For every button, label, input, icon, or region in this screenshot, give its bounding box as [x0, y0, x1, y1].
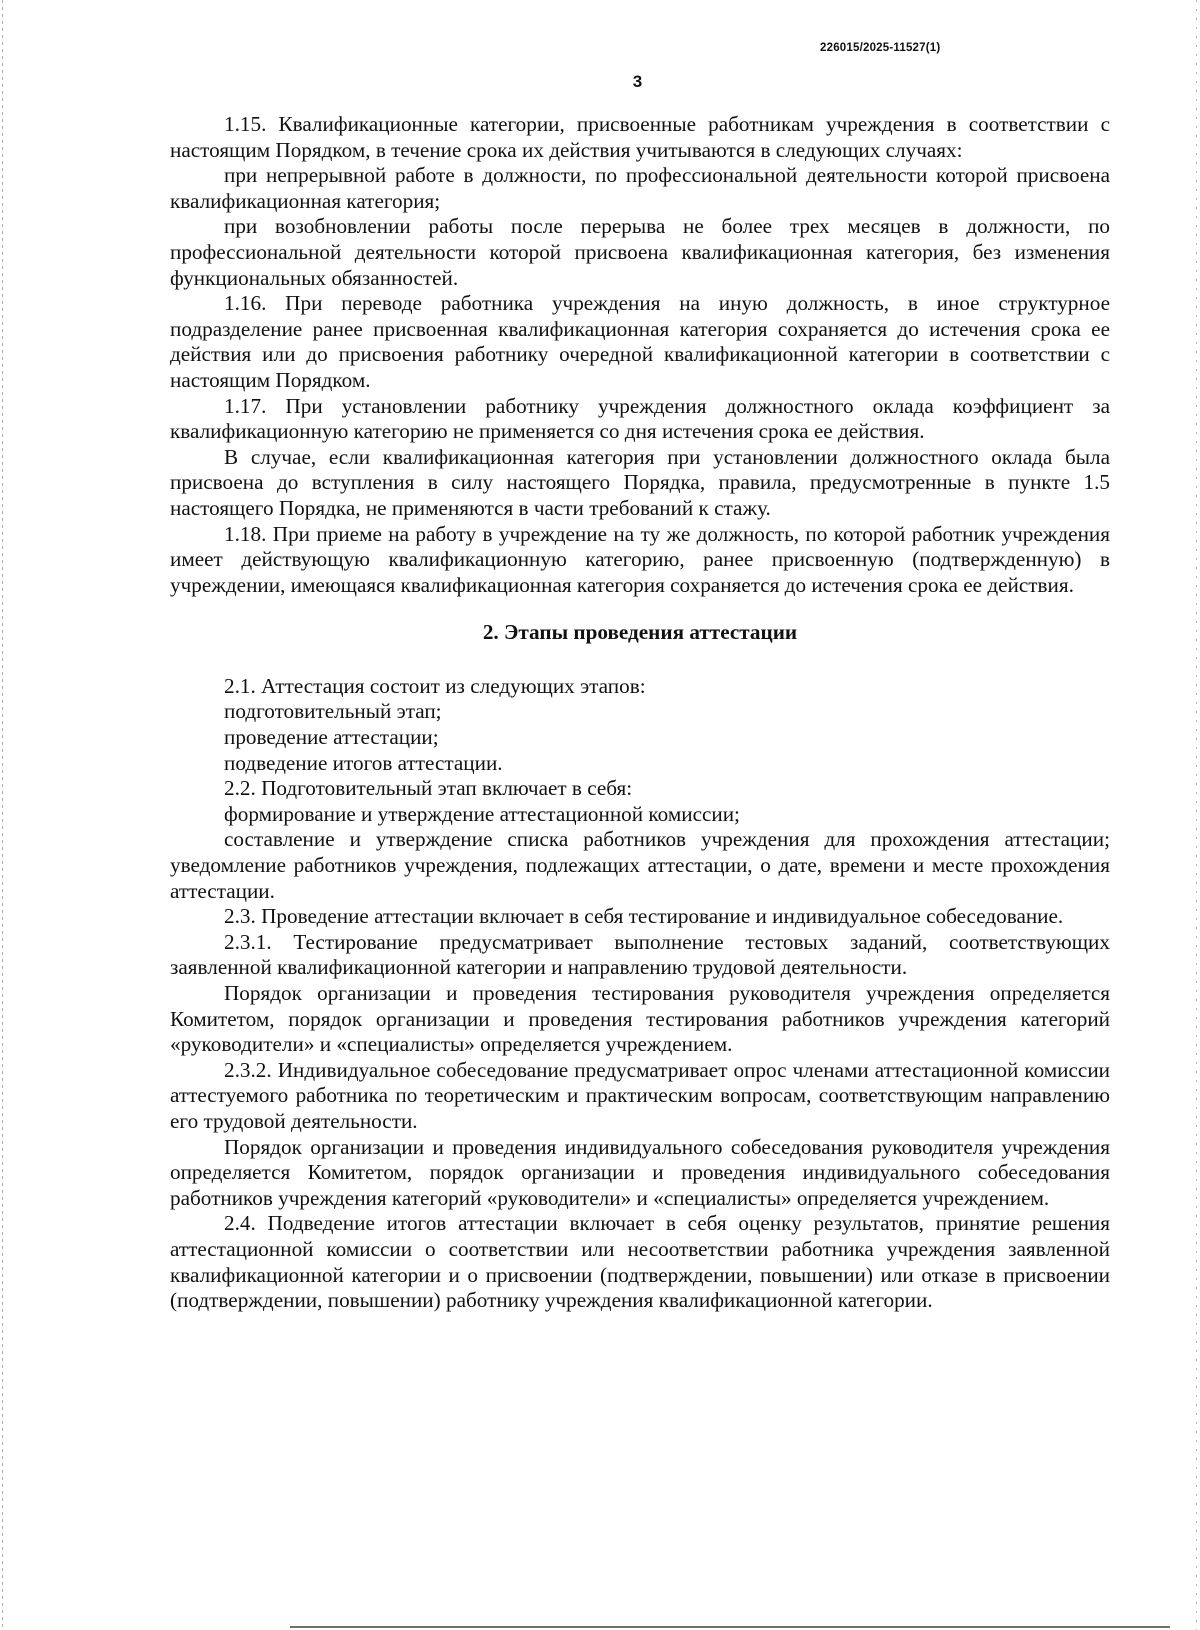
paragraph-2-1: 2.1. Аттестация состоит из следующих этапов: [224, 673, 646, 698]
list-item-prep-2: составление и утверждение списка работников учреждения для прохождения аттестации; уведомление работников учреждения, подлежащих аттестации, о дате, времени и месте прохождения аттестации. [170, 827, 1110, 903]
scan-edge-left [2, 0, 3, 1630]
page-number: 3 [632, 72, 643, 91]
paragraph-2-3: 2.3. Проведение аттестации включает в себя тестирование и индивидуальное собеседование. [224, 904, 1064, 929]
list-item-prep-1: формирование и утверждение аттестационной комиссии; [224, 801, 740, 826]
section-heading-2: 2. Этапы проведения аттестации [482, 620, 798, 645]
paragraph-1-15-case-2: при возобновлении работы после перерыва не более трех месяцев в должности, по профессиональной деятельности которой присвоена квалификационная категория, без изменения функциональных обязанностей. [170, 214, 1110, 290]
paragraph-1-18: 1.18. При приеме на работу в учреждение на ту же должность, по которой работник учреждения имеет действующую квалификационную категорию, ранее присвоенную (подтвержденную) в учреждении, имеющаяся квалификационная категория сохраняется до истечения срока ее действия. [170, 521, 1110, 597]
paragraph-2-3-1-order: Порядок организации и проведения тестирования руководителя учреждения определяется Комитетом, порядок организации и проведения тестирования работников учреждения категорий «руководители» и «специалисты» определяется учреждением. [170, 981, 1110, 1057]
paragraph-1-16: 1.16. При переводе работника учреждения на иную должность, в иное структурное подразделение ранее присвоенная квалификационная категория сохраняется до истечения срока ее действия или до присвоения работнику очередной квалификационной категории в соответствии с настоящим Порядком. [170, 291, 1110, 392]
document-registration-number: 226015/2025-11527(1) [820, 42, 941, 54]
paragraph-1-17: 1.17. При установлении работнику учреждения должностного оклада коэффициент за квалификационную категорию не применяется со дня истечения срока ее действия. [170, 393, 1110, 444]
paragraph-1-17-note: В случае, если квалификационная категория при установлении должностного оклада была присвоена до вступления в силу настоящего Порядка, правила, предусмотренные в пункте 1.5 настоящего Порядка, не применяются в части требований к стажу. [170, 444, 1110, 520]
paragraph-2-4: 2.4. Подведение итогов аттестации включает в себя оценку результатов, принятие решения аттестационной комиссии о соответствии или несоответствии работника учреждения заявленной квалификационной категории и о присвоении (подтверждении, повышении) или отказе в присвоении (подтверждении, повышении) работнику учреждения квалификационной категории. [170, 1211, 1110, 1313]
scan-edge-bottom [290, 1626, 1170, 1628]
paragraph-2-3-1: 2.3.1. Тестирование предусматривает выполнение тестовых заданий, соответствующих заявленной квалификационной категории и направлению трудовой деятельности. [170, 929, 1110, 980]
list-item-stage-1: подготовительный этап; [224, 699, 442, 724]
list-item-stage-2: проведение аттестации; [224, 725, 439, 750]
paragraph-1-15: 1.15. Квалификационные категории, присвоенные работникам учреждения в соответствии с настоящим Порядком, в течение срока их действия учитываются в следующих случаях: [170, 112, 1110, 162]
document-body [170, 112, 1110, 1314]
list-item-stage-3: подведение итогов аттестации. [224, 750, 503, 775]
scan-edge-right [1196, 0, 1197, 1630]
paragraph-2-2: 2.2. Подготовительный этап включает в себя: [224, 776, 633, 801]
paragraph-1-15-case-1: при непрерывной работе в должности, по профессиональной деятельности которой присвоена квалификационная категория; [170, 163, 1110, 213]
paragraph-2-3-2-order: Порядок организации и проведения индивидуального собеседования руководителя учреждения определяется Комитетом, порядок организации и проведения индивидуального собеседования работников учреждения категорий «руководители» и «специалисты» определяется учреждением. [170, 1134, 1110, 1210]
paragraph-2-3-2: 2.3.2. Индивидуальное собеседование предусматривает опрос членами аттестационной комиссии аттестуемого работника по теоретическим и практическим вопросам, соответствующим направлению его трудовой деятельности. [170, 1057, 1110, 1133]
